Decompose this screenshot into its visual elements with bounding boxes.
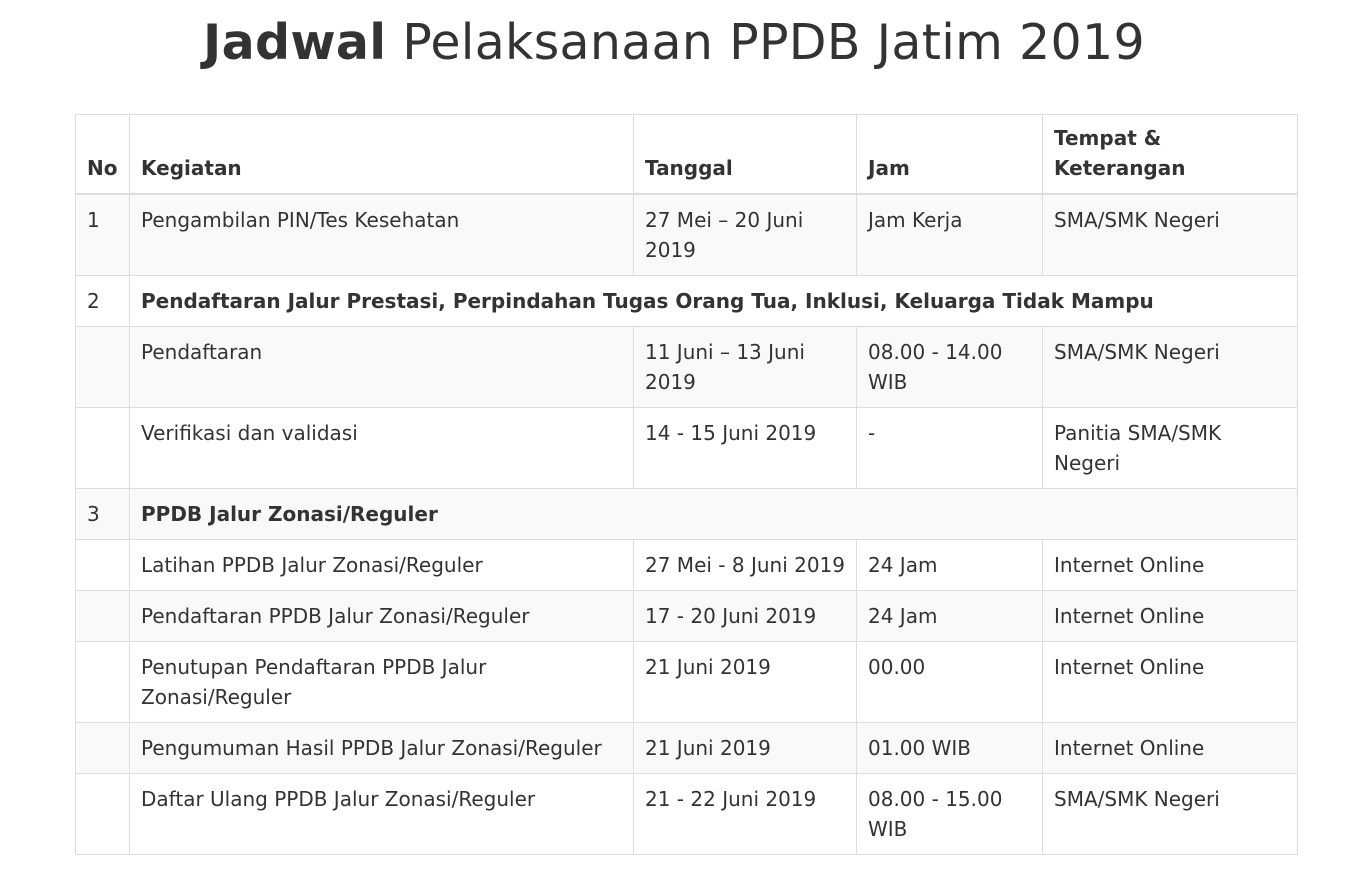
cell-jam: Jam Kerja bbox=[857, 194, 1043, 276]
table-header-row bbox=[76, 115, 1298, 194]
cell-kegiatan: Penutupan Pendaftaran PPDB Jalur Zonasi/Reguler bbox=[130, 641, 634, 722]
header-no: No bbox=[76, 115, 130, 194]
table-group-row bbox=[76, 275, 1298, 326]
cell-kegiatan: Verifikasi dan validasi bbox=[130, 407, 634, 488]
cell-kegiatan: Pengambilan PIN/Tes Kesehatan bbox=[130, 194, 634, 276]
page-title bbox=[0, 0, 1348, 88]
header-jam: Jam bbox=[857, 115, 1043, 194]
cell-jam: 08.00 - 14.00 WIB bbox=[857, 326, 1043, 407]
cell-no bbox=[76, 539, 130, 590]
cell-jam: 24 Jam bbox=[857, 539, 1043, 590]
table-group-row bbox=[76, 488, 1298, 539]
page-title-bold: Jadwal bbox=[203, 14, 387, 71]
cell-no bbox=[76, 773, 130, 854]
cell-no bbox=[76, 641, 130, 722]
cell-tanggal: 21 Juni 2019 bbox=[634, 722, 857, 773]
table-row bbox=[76, 539, 1298, 590]
cell-kegiatan: Latihan PPDB Jalur Zonasi/Reguler bbox=[130, 539, 634, 590]
group-title: Pendaftaran Jalur Prestasi, Perpindahan Tugas Orang Tua, Inklusi, Keluarga Tidak Mampu bbox=[130, 275, 1298, 326]
page-title-rest: Pelaksanaan PPDB Jatim 2019 bbox=[386, 14, 1145, 71]
table-row bbox=[76, 722, 1298, 773]
cell-tanggal: 27 Mei – 20 Juni 2019 bbox=[634, 194, 857, 276]
cell-tempat: SMA/SMK Negeri bbox=[1043, 773, 1298, 854]
cell-jam: - bbox=[857, 407, 1043, 488]
cell-tanggal: 14 - 15 Juni 2019 bbox=[634, 407, 857, 488]
cell-jam: 01.00 WIB bbox=[857, 722, 1043, 773]
cell-tanggal: 27 Mei - 8 Juni 2019 bbox=[634, 539, 857, 590]
cell-jam: 00.00 bbox=[857, 641, 1043, 722]
header-tanggal: Tanggal bbox=[634, 115, 857, 194]
cell-no: 1 bbox=[76, 194, 130, 276]
cell-no bbox=[76, 407, 130, 488]
cell-tanggal: 21 Juni 2019 bbox=[634, 641, 857, 722]
cell-tempat: Internet Online bbox=[1043, 722, 1298, 773]
cell-no: 2 bbox=[76, 275, 130, 326]
cell-no bbox=[76, 722, 130, 773]
schedule-table bbox=[75, 114, 1298, 855]
cell-tanggal: 17 - 20 Juni 2019 bbox=[634, 590, 857, 641]
table-row bbox=[76, 641, 1298, 722]
cell-tanggal: 11 Juni – 13 Juni 2019 bbox=[634, 326, 857, 407]
table-row bbox=[76, 326, 1298, 407]
header-tempat: Tempat & Keterangan bbox=[1043, 115, 1298, 194]
cell-tempat: Internet Online bbox=[1043, 539, 1298, 590]
cell-no: 3 bbox=[76, 488, 130, 539]
cell-kegiatan: Pengumuman Hasil PPDB Jalur Zonasi/Reguler bbox=[130, 722, 634, 773]
cell-tempat: SMA/SMK Negeri bbox=[1043, 326, 1298, 407]
table-row bbox=[76, 773, 1298, 854]
cell-kegiatan: Pendaftaran PPDB Jalur Zonasi/Reguler bbox=[130, 590, 634, 641]
cell-tempat: Panitia SMA/SMK Negeri bbox=[1043, 407, 1298, 488]
group-title: PPDB Jalur Zonasi/Reguler bbox=[130, 488, 1298, 539]
header-kegiatan: Kegiatan bbox=[130, 115, 634, 194]
cell-kegiatan: Daftar Ulang PPDB Jalur Zonasi/Reguler bbox=[130, 773, 634, 854]
cell-no bbox=[76, 326, 130, 407]
cell-tempat: SMA/SMK Negeri bbox=[1043, 194, 1298, 276]
cell-jam: 24 Jam bbox=[857, 590, 1043, 641]
cell-no bbox=[76, 590, 130, 641]
cell-kegiatan: Pendaftaran bbox=[130, 326, 634, 407]
cell-tempat: Internet Online bbox=[1043, 590, 1298, 641]
table-row bbox=[76, 407, 1298, 488]
cell-jam: 08.00 - 15.00 WIB bbox=[857, 773, 1043, 854]
table-row bbox=[76, 194, 1298, 276]
cell-tempat: Internet Online bbox=[1043, 641, 1298, 722]
table-row bbox=[76, 590, 1298, 641]
cell-tanggal: 21 - 22 Juni 2019 bbox=[634, 773, 857, 854]
